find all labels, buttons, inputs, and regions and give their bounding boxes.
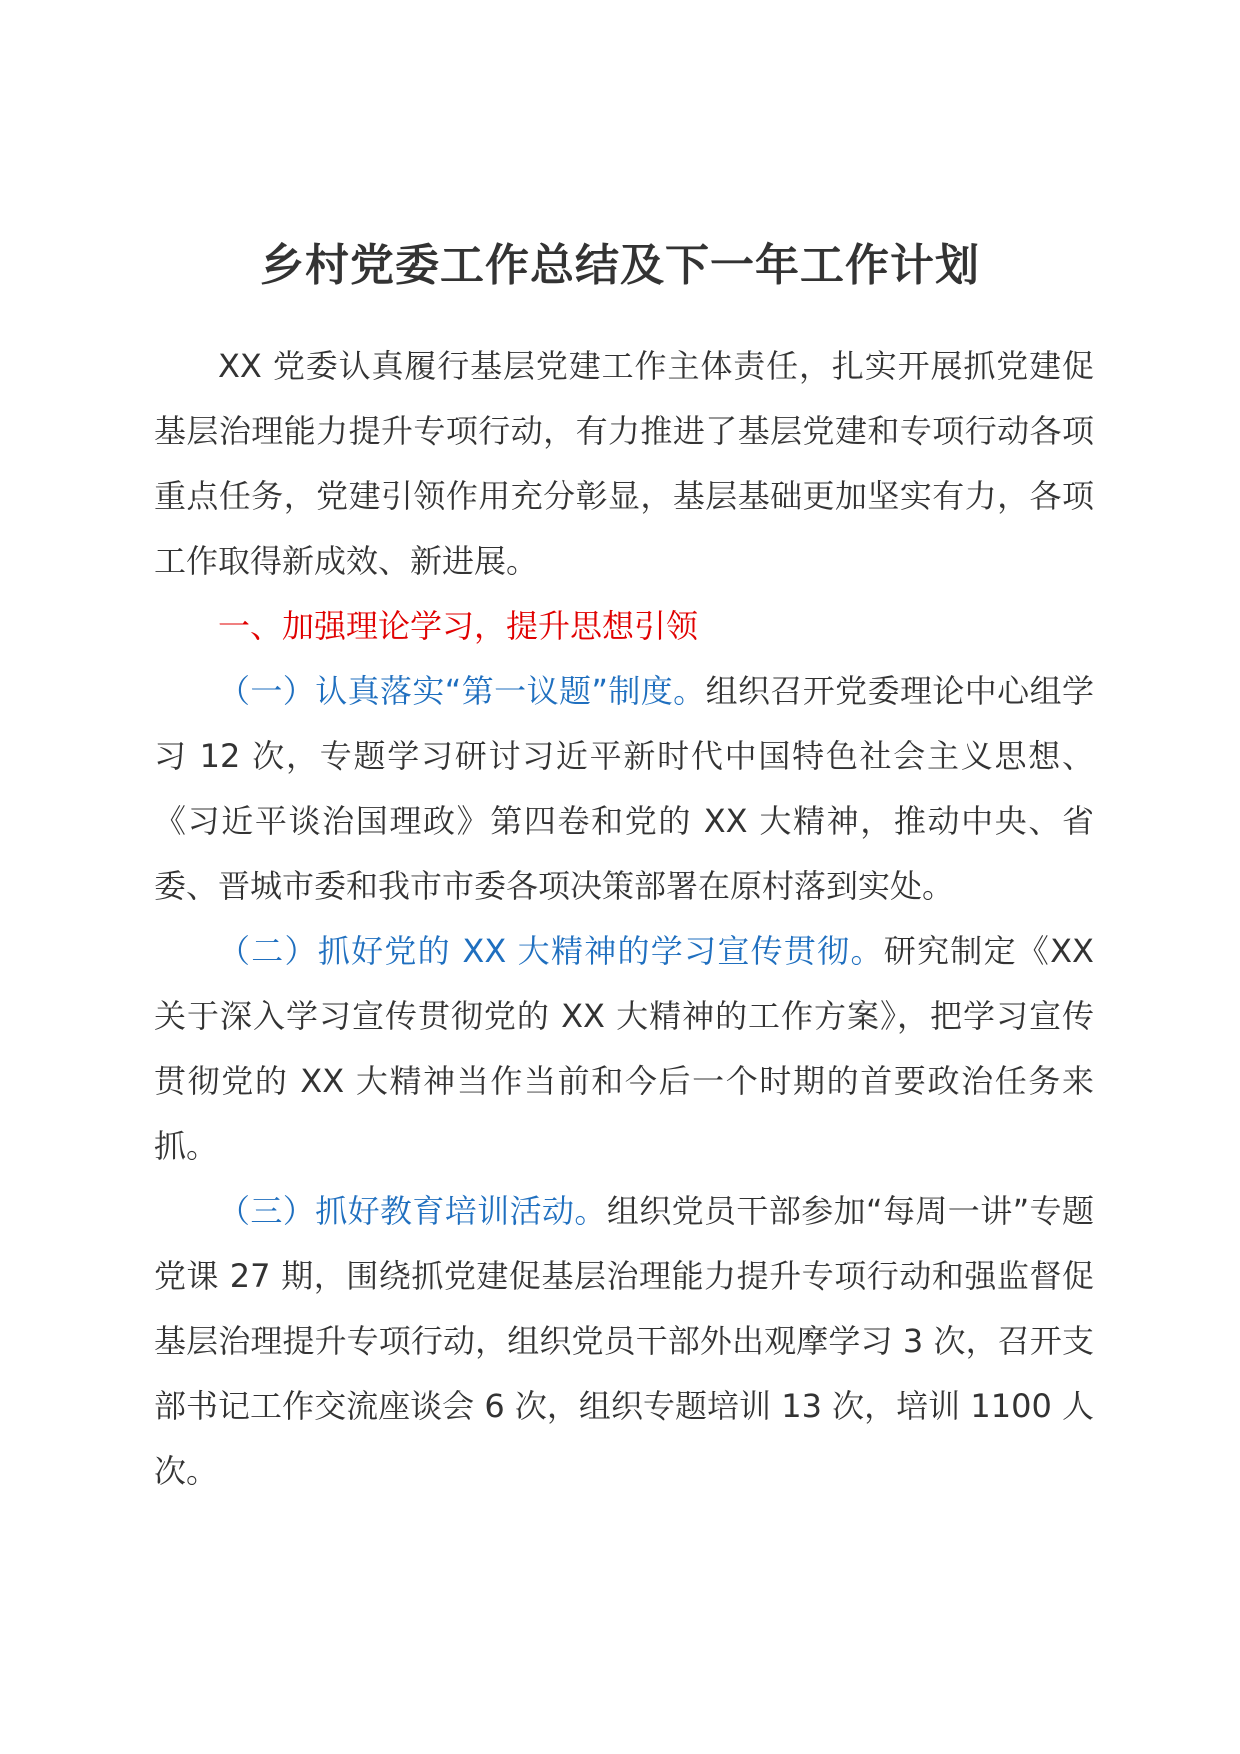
item-paragraph-1	[154, 659, 1094, 919]
intro-paragraph: XX 党委认真履行基层党建工作主体责任，扎实开展抓党建促基层治理能力提升专项行动，有力推进了基层党建和专项行动各项重点任务，党建引领作用充分彰显，基层基础更加坚实有力，各项工作取得新成效、新进展。	[154, 347, 1094, 580]
item-text-3: 组织党员干部参加“每周一讲”专题党课 27 期，围绕抓党建促基层治理能力提升专项行动和强监督促基层治理提升专项行动，组织党员干部外出观摩学习 3 次，召开支部书记工作交流座谈会 6 次，组织专题培训 13 次，培训 1100 人次。	[154, 1192, 1094, 1490]
document-body	[154, 334, 1094, 1504]
item-text-2: 研究制定《XX 关于深入学习宣传贯彻党的 XX 大精神的工作方案》，把学习宣传贯彻党的 XX 大精神当作当前和今后一个时期的首要政治任务来抓。	[154, 932, 1094, 1165]
item-paragraph-3	[154, 1179, 1094, 1504]
document-title: 乡村党委工作总结及下一年工作计划	[260, 240, 980, 291]
section-heading-1: 一、加强理论学习，提升思想引领	[218, 607, 699, 645]
item-text-1: 组织召开党委理论中心组学习 12 次，专题学习研讨习近平新时代中国特色社会主义思想、《习近平谈治国理政》第四卷和党的 XX 大精神，推动中央、省委、晋城市委和我市市委各项决策部署在原村落到实处。	[154, 672, 1094, 905]
item-heading-1: （一）认真落实“第一议题”制度。	[218, 672, 706, 710]
item-paragraph-2	[154, 919, 1094, 1179]
item-heading-2: （二）抓好党的 XX 大精神的学习宣传贯彻。	[218, 932, 884, 970]
item-heading-3: （三）抓好教育培训活动。	[218, 1192, 607, 1230]
